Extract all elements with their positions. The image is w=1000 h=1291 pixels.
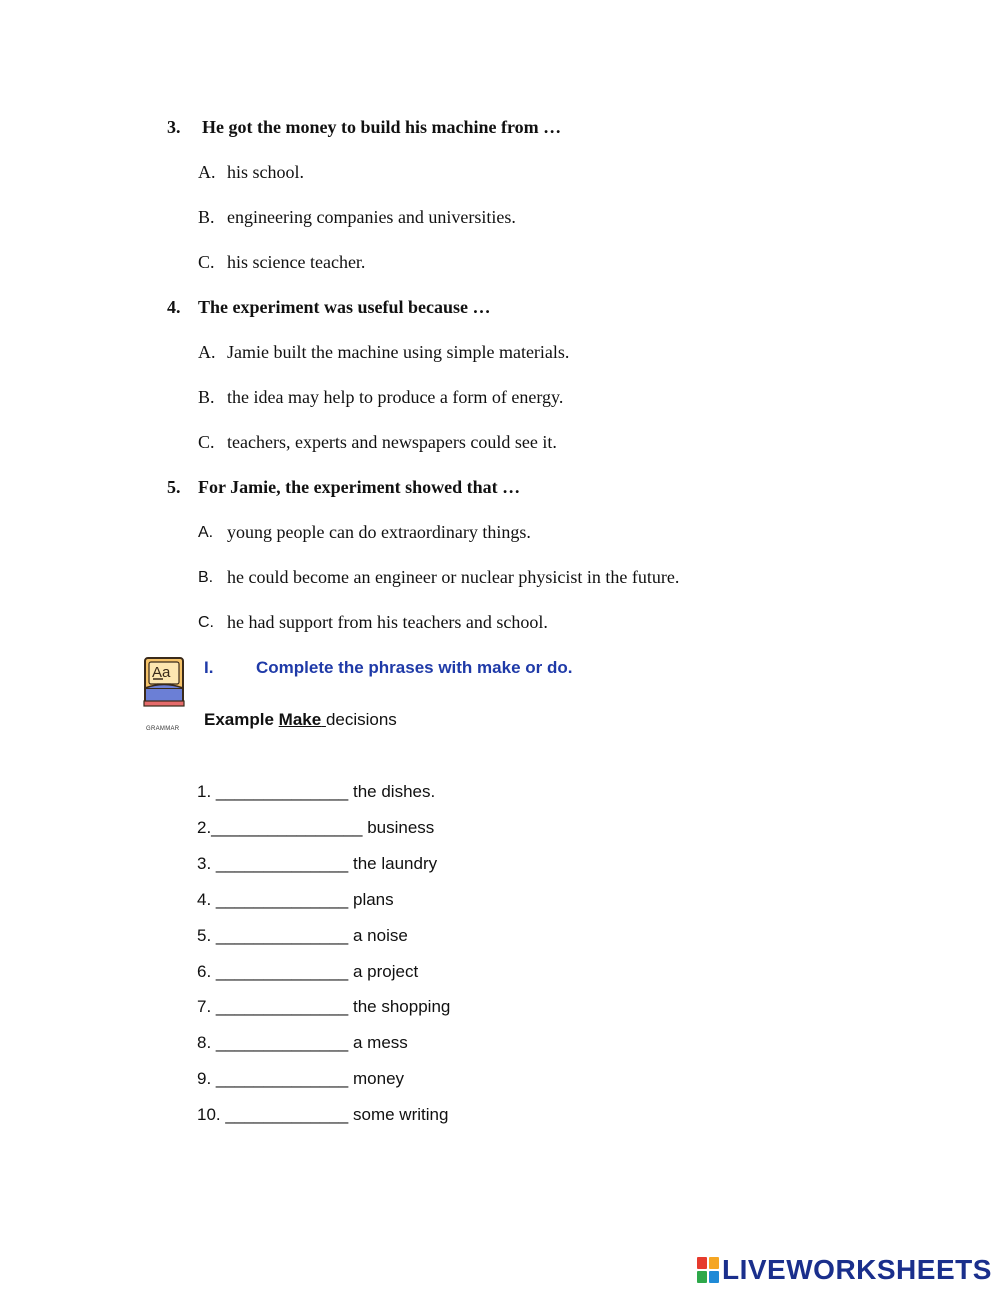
phrase-item-9 [197,1069,404,1089]
phrase-item-2 [197,818,434,838]
phrase-text: the laundry [353,854,438,873]
phrase-text: business [367,818,435,837]
phrase-blank[interactable]: 2.________________ [197,818,363,837]
question-5-option-c: he had support from his teachers and school. [227,612,548,632]
phrase-text: the dishes. [353,782,436,801]
question-3-option-c: his science teacher. [227,252,366,272]
grammar-icon-label: GRAMMAR [146,726,180,732]
phrase-item-3 [197,854,437,874]
phrase-item-1 [197,782,435,802]
phrase-blank[interactable]: 8. ______________ [197,1033,349,1052]
question-4-option-b: the idea may help to produce a form of energy. [227,387,564,407]
question-4-option-c-letter: C. [198,432,215,452]
question-3-option-b-letter: B. [198,207,215,227]
example-line [204,710,397,730]
section-number: I. [204,658,214,677]
question-4-option-c: teachers, experts and newspapers could see it. [227,432,557,452]
phrase-item-6 [197,962,418,982]
phrase-text: some writing [353,1105,449,1124]
question-3-option-b: engineering companies and universities. [227,207,516,227]
question-3-number: 3. [167,117,181,137]
grammar-icon-glyph: Aa [152,664,171,681]
example-label: Example [204,710,274,729]
question-3-option-a: his school. [227,162,305,182]
question-3-option-c-letter: C. [198,252,215,272]
phrase-blank[interactable]: 10. _____________ [197,1105,349,1124]
question-4-text: The experiment was useful because … [198,297,491,317]
phrase-text: plans [353,890,394,909]
phrase-text: money [353,1069,405,1088]
question-4-option-a-letter: A. [198,342,216,362]
phrase-blank[interactable]: 6. ______________ [197,962,349,981]
section-title: Complete the phrases with make or do. [256,658,573,677]
liveworksheets-logo [697,1254,992,1286]
phrase-item-4 [197,890,394,910]
example-phrase: decisions [325,710,397,729]
phrase-blank[interactable]: 9. ______________ [197,1069,349,1088]
phrase-blank[interactable]: 3. ______________ [197,854,349,873]
question-5-text: For Jamie, the experiment showed that … [198,477,521,497]
phrase-text: the shopping [353,997,451,1016]
question-4-number: 4. [167,297,181,317]
question-5-option-b-letter: B. [198,569,214,586]
question-5-option-b: he could become an engineer or nuclear physicist in the future. [227,567,680,587]
phrase-item-5 [197,926,408,946]
logo-text: LIVEWORKSHEETS [722,1254,992,1285]
question-5-option-a: young people can do extraordinary things. [227,522,531,542]
question-3-option-a-letter: A. [198,162,216,182]
phrase-item-7 [197,997,450,1017]
phrase-item-10 [197,1105,448,1125]
question-4-option-b-letter: B. [198,387,215,407]
phrase-item-8 [197,1033,408,1053]
logo-mark-icon [697,1257,719,1283]
phrase-blank[interactable]: 1. ______________ [197,782,349,801]
phrase-text: a mess [353,1033,408,1052]
phrase-text: a project [353,962,419,981]
phrase-blank[interactable]: 5. ______________ [197,926,349,945]
question-5-number: 5. [167,477,181,497]
question-4-option-a: Jamie built the machine using simple materials. [227,342,570,362]
example-answer: Make [278,710,322,729]
question-5-option-a-letter: A. [198,524,214,541]
question-5-option-c-letter: C. [198,614,214,631]
question-3-text: He got the money to build his machine from … [202,117,562,137]
phrase-blank[interactable]: 7. ______________ [197,997,349,1016]
phrase-text: a noise [353,926,408,945]
phrase-blank[interactable]: 4. ______________ [197,890,349,909]
